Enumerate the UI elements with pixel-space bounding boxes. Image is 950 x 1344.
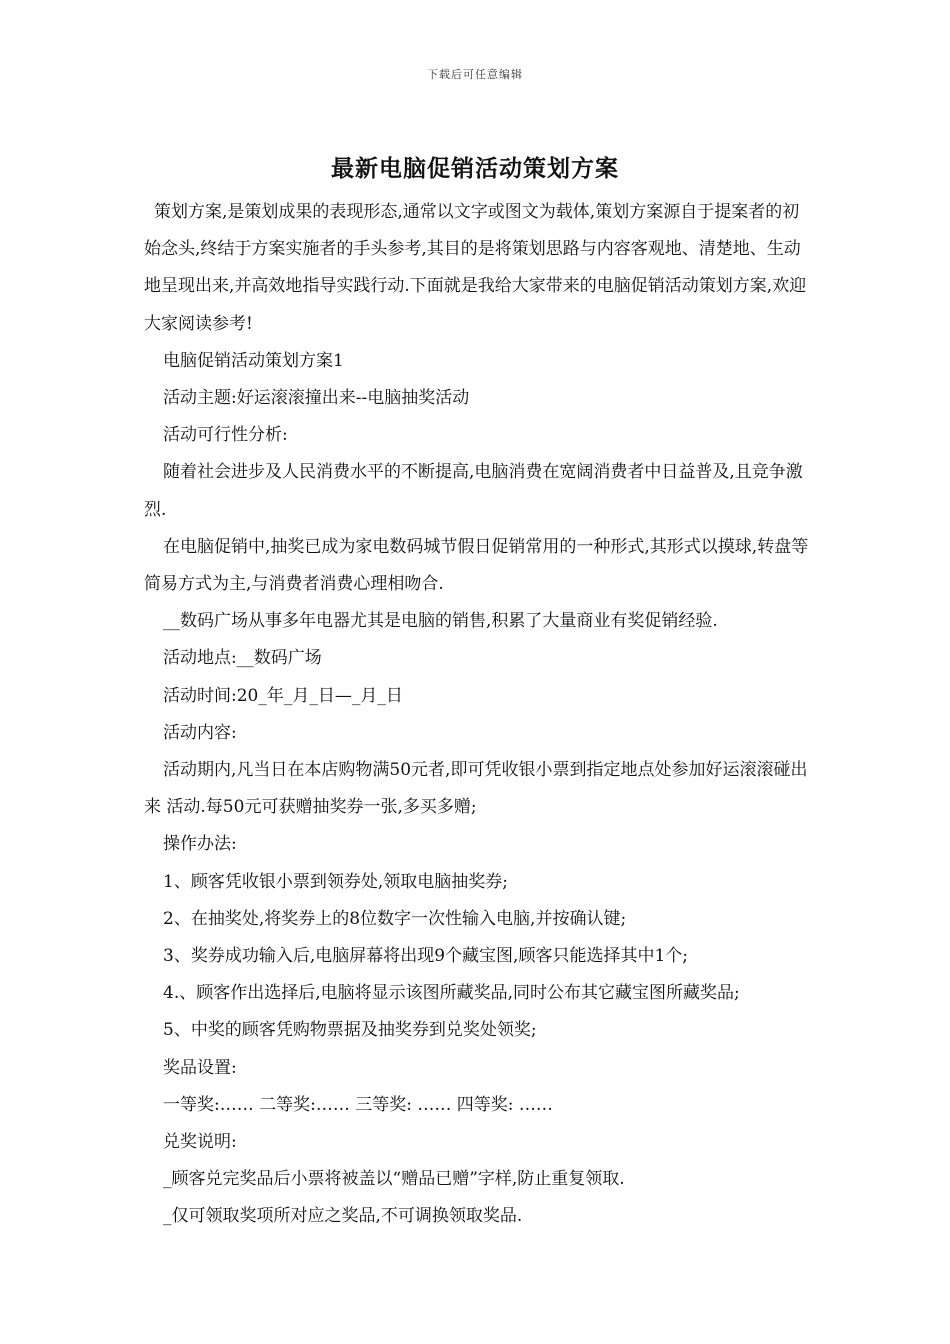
operation-step-5: 5、中奖的顾客凭购物票据及抽奖券到兑奖处领奖; [163, 1020, 537, 1041]
activity-location: 活动地点:__数码广场 [163, 648, 322, 669]
redeem-note-2: _仅可领取奖项所对应之奖品,不可调换领取奖品. [163, 1206, 523, 1227]
redeem-note-1: _顾客兑完奖品后小票将被盖以“赠品已赠”字样,防止重复领取. [163, 1169, 625, 1190]
activity-content-paragraph: 活动期内,凡当日在本店购物满50元者,即可凭收银小票到指定地点处参加好运滚滚碰出来 活动.每50元可获赠抽奖券一张,多买多赠; [144, 760, 808, 818]
feasibility-paragraph-1: 随着社会进步及人民消费水平的不断提高,电脑消费在宽阔消费者中日益普及,且竞争激烈. [144, 462, 803, 520]
activity-theme: 活动主题:好运滚滚撞出来--电脑抽奖活动 [163, 388, 470, 409]
page-header-note: 下载后可任意编辑 [427, 68, 523, 81]
intro-paragraph: 策划方案,是策划成果的表现形态,通常以文字或图文为载体,策划方案源自于提案者的初始念头,终结于方案实施者的手头参考,其目的是将策划思路与内容客观地、清楚地、生动地呈现出来,并高效地指导实践行动.下面就是我给大家带来的电脑促销活动策划方案,欢迎大家阅读参考! [144, 202, 807, 334]
redeem-heading: 兑奖说明: [163, 1132, 237, 1153]
document-title: 最新电脑促销活动策划方案 [331, 155, 619, 182]
activity-time: 活动时间:20_年_月_日—_月_日 [163, 685, 403, 706]
feasibility-heading: 活动可行性分析: [163, 425, 288, 446]
document-body [144, 194, 814, 1236]
prize-list: 一等奖:…… 二等奖:…… 三等奖: …… 四等奖: …… [163, 1094, 553, 1115]
prize-heading: 奖品设置: [163, 1057, 237, 1078]
activity-content-heading: 活动内容: [163, 722, 237, 743]
feasibility-paragraph-3: __数码广场从事多年电器尤其是电脑的销售,积累了大量商业有奖促销经验. [163, 611, 718, 632]
operation-step-1: 1、顾客凭收银小票到领券处,领取电脑抽奖券; [163, 871, 508, 892]
operation-step-3: 3、奖券成功输入后,电脑屏幕将出现9个藏宝图,顾客只能选择其中1个; [163, 946, 688, 967]
operation-heading: 操作办法: [163, 834, 237, 855]
operation-step-2: 2、在抽奖处,将奖券上的8位数字一次性输入电脑,并按确认键; [163, 908, 627, 929]
plan-heading: 电脑促销活动策划方案1 [163, 350, 344, 371]
operation-step-4: 4.、顾客作出选择后,电脑将显示该图所藏奖品,同时公布其它藏宝图所藏奖品; [163, 983, 740, 1004]
feasibility-paragraph-2: 在电脑促销中,抽奖已成为家电数码城节假日促销常用的一种形式,其形式以摸球,转盘等简易方式为主,与消费者消费心理相吻合. [144, 536, 809, 595]
